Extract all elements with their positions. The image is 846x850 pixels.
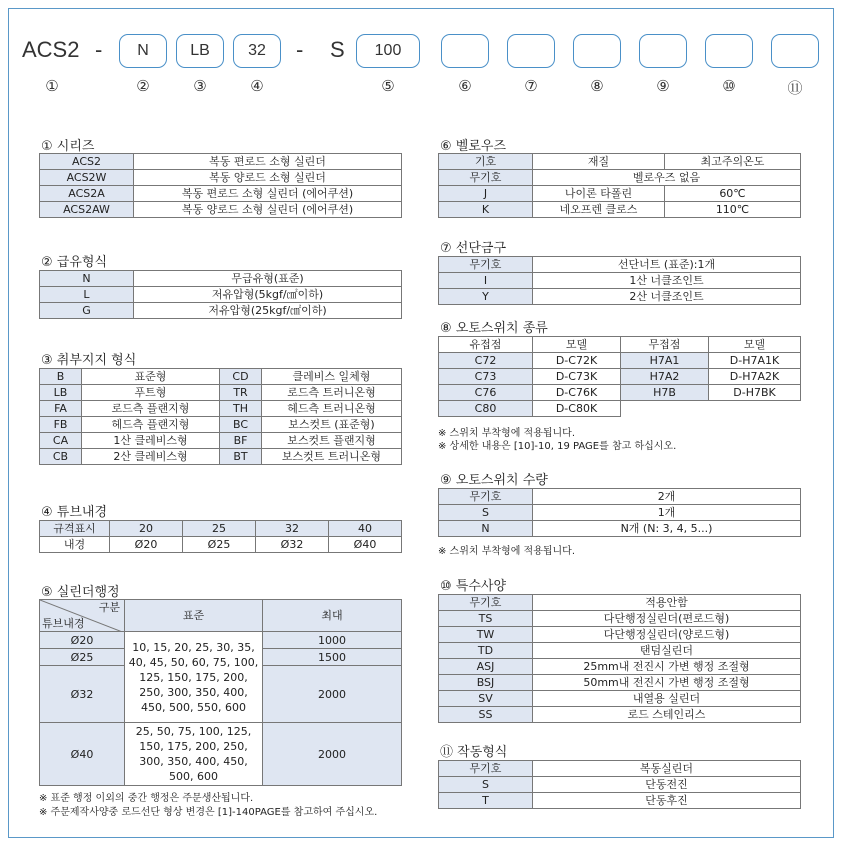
table-row — [40, 521, 402, 537]
code-box-switch-qty — [639, 34, 687, 68]
rod-end-title: ⑦ 선단금구 — [440, 241, 507, 256]
rod-end-desc: 선단너트 (표준):1개 — [533, 257, 801, 273]
stroke-max-header: 최대 — [263, 600, 402, 632]
mount-desc: 1산 클레비스형 — [82, 433, 220, 449]
oil-desc: 무급유형(표준) — [134, 271, 402, 287]
switch-note: ※ 스위치 부착형에 적용됩니다. — [438, 428, 576, 439]
special-code: TD — [439, 643, 533, 659]
bellows-temp: 60℃ — [665, 186, 801, 202]
rod-end-code: 무기호 — [439, 257, 533, 273]
series-desc: 복동 편로드 소형 실린더 — [134, 154, 402, 170]
special-code: SS — [439, 707, 533, 723]
action-table — [438, 760, 801, 809]
switch-code: C80 — [439, 401, 533, 417]
oil-code: G — [40, 303, 134, 319]
switch-code: H7A2 — [621, 369, 709, 385]
stroke-std-header: 표준 — [125, 600, 263, 632]
rod-end-desc: 2산 너클조인트 — [533, 289, 801, 305]
marker-10: ⑩ — [722, 77, 736, 95]
bellows-table — [438, 153, 801, 218]
marker-2: ② — [136, 77, 150, 95]
rod-end-table — [438, 256, 801, 305]
series-code: ACS2AW — [40, 202, 134, 218]
special-desc: 50mm내 전진시 가변 행정 조절형 — [533, 675, 801, 691]
mount-code: BF — [220, 433, 262, 449]
stroke-bore: Ø40 — [40, 723, 125, 786]
table-row — [439, 170, 801, 186]
switch-code: C76 — [439, 385, 533, 401]
code-dash: - — [296, 37, 304, 62]
series-code: ACS2 — [40, 154, 134, 170]
bore-header: 32 — [256, 521, 329, 537]
stroke-note: ※ 주문제작사양중 로드선단 형상 변경은 [1]-140PAGE를 참고하여 주십시오. — [39, 807, 378, 818]
action-desc: 단동전진 — [533, 777, 801, 793]
mount-code: B — [40, 369, 82, 385]
table-row — [40, 170, 402, 186]
mount-desc: 로드측 플랜지형 — [82, 401, 220, 417]
table-row — [40, 303, 402, 319]
special-desc: 25mm내 전진시 가변 행정 조절형 — [533, 659, 801, 675]
table-row — [439, 761, 801, 777]
mount-code: CA — [40, 433, 82, 449]
marker-6: ⑥ — [458, 77, 472, 95]
marker-9: ⑨ — [656, 77, 670, 95]
code-box-rod-end — [507, 34, 555, 68]
mount-code: CB — [40, 449, 82, 465]
bellows-desc: 벨로우즈 없음 — [533, 170, 801, 186]
mount-code: FB — [40, 417, 82, 433]
oil-type-title: ② 급유형식 — [41, 255, 108, 270]
mount-code: BC — [220, 417, 262, 433]
bellows-material: 네오프렌 클로스 — [533, 202, 665, 218]
switch-qty-table — [438, 488, 801, 537]
table-row — [40, 385, 402, 401]
switch-model: D-H7A2K — [709, 369, 801, 385]
table-row — [439, 627, 801, 643]
switch-qty-title: ⑨ 오토스위치 수량 — [440, 473, 548, 488]
code-box-bellows — [441, 34, 489, 68]
switch-type-table — [438, 336, 801, 417]
mount-code: LB — [40, 385, 82, 401]
table-row — [439, 353, 801, 369]
marker-11: ⑪ — [787, 79, 803, 97]
mount-desc: 헤드측 플랜지형 — [82, 417, 220, 433]
action-desc: 복동실린더 — [533, 761, 801, 777]
oil-desc: 저유압형(25kgf/㎠이하) — [134, 303, 402, 319]
table-row — [40, 369, 402, 385]
bore-cell: Ø20 — [110, 537, 183, 553]
stroke-std-values: 25, 50, 75, 100, 125, 150, 175, 200, 250, 300, 350, 400, 450, 500, 600 — [125, 723, 263, 786]
special-code: TW — [439, 627, 533, 643]
switch-header: 무접점 — [621, 337, 709, 353]
action-code: 무기호 — [439, 761, 533, 777]
series-desc: 복동 양로드 소형 실린더 — [134, 170, 402, 186]
switch-model: D-C76K — [533, 385, 621, 401]
table-row — [439, 611, 801, 627]
table-row — [439, 521, 801, 537]
table-row — [40, 202, 402, 218]
special-title: ⑩ 특수사양 — [440, 579, 507, 594]
table-row — [40, 417, 402, 433]
mount-desc: 로드측 트러니온형 — [262, 385, 402, 401]
stroke-max: 1500 — [263, 649, 402, 666]
mount-code: CD — [220, 369, 262, 385]
table-row — [439, 691, 801, 707]
bellows-header: 최고주의온도 — [665, 154, 801, 170]
action-title: ⑪ 작동형식 — [440, 745, 508, 760]
code-box-oil: N — [119, 34, 167, 68]
stroke-diag-bottom-label: 튜브내경 — [42, 617, 85, 630]
code-s-letter: S — [330, 37, 345, 62]
series-code: ACS2W — [40, 170, 134, 186]
marker-8: ⑧ — [590, 77, 604, 95]
table-row — [439, 273, 801, 289]
table-row — [439, 337, 801, 353]
bore-header: 20 — [110, 521, 183, 537]
table-row — [439, 369, 801, 385]
stroke-bore: Ø20 — [40, 632, 125, 649]
oil-desc: 저유압형(5kgf/㎠이하) — [134, 287, 402, 303]
table-row — [439, 257, 801, 273]
table-row — [40, 449, 402, 465]
mount-code: TR — [220, 385, 262, 401]
bore-cell: Ø25 — [183, 537, 256, 553]
stroke-diag-top-label: 구분 — [98, 601, 120, 614]
stroke-bore: Ø32 — [40, 666, 125, 723]
code-box-special — [705, 34, 753, 68]
stroke-title: ⑤ 실린더행정 — [41, 585, 120, 600]
bellows-temp: 110℃ — [665, 202, 801, 218]
switch-code: C73 — [439, 369, 533, 385]
empty-cell — [621, 401, 801, 417]
switch-model: D-C73K — [533, 369, 621, 385]
table-row — [439, 659, 801, 675]
marker-5: ⑤ — [381, 77, 395, 95]
stroke-bore: Ø25 — [40, 649, 125, 666]
switch-model: D-C80K — [533, 401, 621, 417]
bellows-code: J — [439, 186, 533, 202]
mount-desc: 보스컷트 트러니온형 — [262, 449, 402, 465]
special-code: ASJ — [439, 659, 533, 675]
code-dash: - — [95, 37, 103, 62]
table-row — [439, 385, 801, 401]
bellows-title: ⑥ 벨로우즈 — [440, 139, 507, 154]
series-desc: 복동 편로드 소형 실린더 (에어쿠션) — [134, 186, 402, 202]
bore-cell: Ø40 — [329, 537, 402, 553]
switch-header: 모델 — [533, 337, 621, 353]
table-row — [439, 289, 801, 305]
action-desc: 단동후진 — [533, 793, 801, 809]
mount-desc: 표준형 — [82, 369, 220, 385]
code-box-action — [771, 34, 819, 68]
table-row — [40, 186, 402, 202]
stroke-max: 2000 — [263, 666, 402, 723]
switch-type-title: ⑧ 오토스위치 종류 — [440, 321, 548, 336]
switch-note: ※ 상세한 내용은 [10]-10, 19 PAGE를 참고 하십시오. — [438, 441, 677, 452]
code-box-switch-type — [573, 34, 621, 68]
mount-desc: 푸트형 — [82, 385, 220, 401]
bore-cell: Ø32 — [256, 537, 329, 553]
switch-qty-code: S — [439, 505, 533, 521]
special-desc: 로드 스테인리스 — [533, 707, 801, 723]
switch-code: C72 — [439, 353, 533, 369]
code-box-mount: LB — [176, 34, 224, 68]
table-row — [439, 777, 801, 793]
marker-4: ④ — [250, 77, 264, 95]
code-box-stroke: 100 — [356, 34, 420, 68]
table-row — [40, 433, 402, 449]
table-row — [439, 675, 801, 691]
table-row — [439, 793, 801, 809]
switch-header: 유접점 — [439, 337, 533, 353]
series-table — [39, 153, 402, 218]
stroke-max: 1000 — [263, 632, 402, 649]
marker-1: ① — [45, 77, 59, 95]
mount-desc: 보스컷트 플랜지형 — [262, 433, 402, 449]
bore-header: 규격표시 — [40, 521, 110, 537]
rod-end-code: I — [439, 273, 533, 289]
switch-qty-note: ※ 스위치 부착형에 적용됩니다. — [438, 546, 576, 557]
special-desc: 다단행정실린더(편로드형) — [533, 611, 801, 627]
special-desc: 적용안함 — [533, 595, 801, 611]
table-row — [40, 287, 402, 303]
mount-code: FA — [40, 401, 82, 417]
mount-code: BT — [220, 449, 262, 465]
switch-code: H7A1 — [621, 353, 709, 369]
mount-desc: 클레비스 일체형 — [262, 369, 402, 385]
table-row — [439, 707, 801, 723]
series-desc: 복동 양로드 소형 실린더 (에어쿠션) — [134, 202, 402, 218]
table-row — [439, 186, 801, 202]
bellows-code: K — [439, 202, 533, 218]
table-row — [439, 154, 801, 170]
bellows-header: 기호 — [439, 154, 533, 170]
table-row — [439, 489, 801, 505]
action-code: T — [439, 793, 533, 809]
switch-qty-code: 무기호 — [439, 489, 533, 505]
action-code: S — [439, 777, 533, 793]
table-row — [40, 632, 402, 649]
switch-qty-desc: N개 (N: 3, 4, 5...) — [533, 521, 801, 537]
rod-end-desc: 1산 너클조인트 — [533, 273, 801, 289]
special-code: SV — [439, 691, 533, 707]
table-row — [40, 723, 402, 786]
stroke-note: ※ 표준 행정 이외의 중간 행정은 주문생산됩니다. — [39, 793, 254, 804]
switch-qty-desc: 1개 — [533, 505, 801, 521]
table-row — [40, 271, 402, 287]
stroke-std-values: 10, 15, 20, 25, 30, 35, 40, 45, 50, 60, 75, 100, 125, 150, 175, 200, 250, 300, 350, 400, 450, 500, 550, 600 — [125, 632, 263, 723]
bore-header: 25 — [183, 521, 256, 537]
table-row — [40, 537, 402, 553]
table-row — [439, 202, 801, 218]
bore-header: 40 — [329, 521, 402, 537]
mount-desc: 2산 클레비스형 — [82, 449, 220, 465]
switch-qty-desc: 2개 — [533, 489, 801, 505]
marker-7: ⑦ — [524, 77, 538, 95]
table-row — [439, 643, 801, 659]
table-row — [40, 401, 402, 417]
switch-model: D-H7A1K — [709, 353, 801, 369]
code-box-bore: 32 — [233, 34, 281, 68]
table-row — [439, 595, 801, 611]
bore-table — [39, 520, 402, 553]
table-row — [40, 154, 402, 170]
switch-model: D-C72K — [533, 353, 621, 369]
code-prefix: ACS2 — [22, 37, 80, 62]
bellows-material: 나이론 타폴린 — [533, 186, 665, 202]
oil-type-table — [39, 270, 402, 319]
switch-code: H7B — [621, 385, 709, 401]
special-code: BSJ — [439, 675, 533, 691]
table-row — [439, 505, 801, 521]
bore-title: ④ 튜브내경 — [41, 505, 108, 520]
mount-desc: 보스컷트 (표준형) — [262, 417, 402, 433]
bellows-header: 재질 — [533, 154, 665, 170]
special-code: TS — [439, 611, 533, 627]
special-desc: 탠덤실린더 — [533, 643, 801, 659]
mount-type-title: ③ 취부지지 형식 — [41, 353, 137, 368]
bellows-code: 무기호 — [439, 170, 533, 186]
special-table — [438, 594, 801, 723]
stroke-max: 2000 — [263, 723, 402, 786]
series-code: ACS2A — [40, 186, 134, 202]
mount-type-table — [39, 368, 402, 465]
stroke-table — [39, 599, 402, 786]
table-row — [40, 600, 402, 632]
mount-desc: 헤드측 트러니온형 — [262, 401, 402, 417]
special-code: 무기호 — [439, 595, 533, 611]
switch-model: D-H7BK — [709, 385, 801, 401]
marker-3: ③ — [193, 77, 207, 95]
special-desc: 다단행정실린더(양로드형) — [533, 627, 801, 643]
series-title: ① 시리즈 — [41, 139, 95, 154]
oil-code: L — [40, 287, 134, 303]
bore-cell: 내경 — [40, 537, 110, 553]
stroke-diag-header — [40, 600, 125, 632]
switch-qty-code: N — [439, 521, 533, 537]
mount-code: TH — [220, 401, 262, 417]
table-row — [439, 401, 801, 417]
oil-code: N — [40, 271, 134, 287]
special-desc: 내열용 실린더 — [533, 691, 801, 707]
rod-end-code: Y — [439, 289, 533, 305]
switch-header: 모델 — [709, 337, 801, 353]
